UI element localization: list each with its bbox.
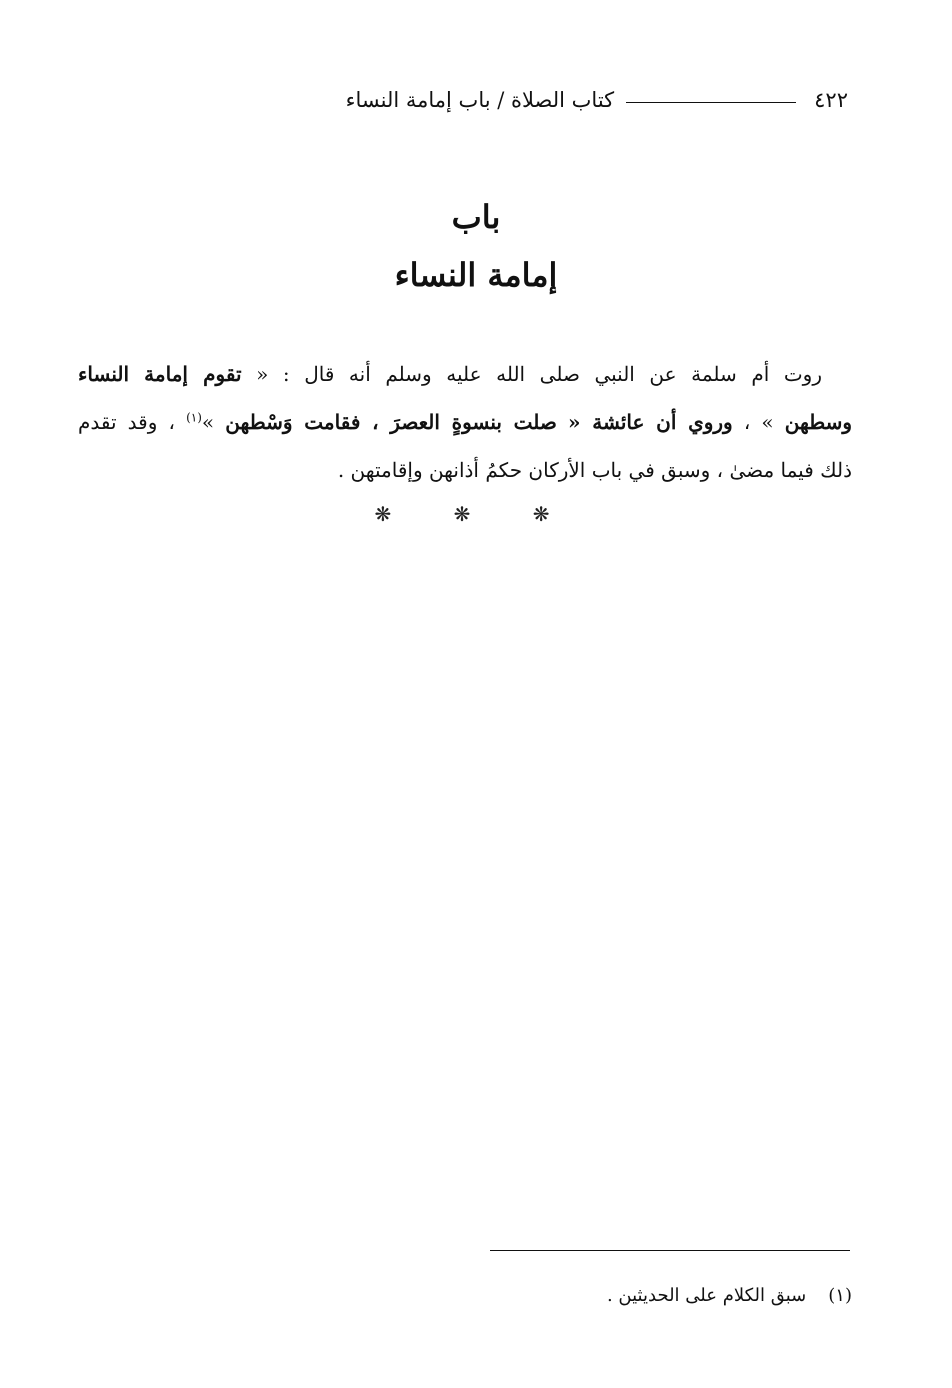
- header-rule: [626, 102, 796, 103]
- body-text-plain: »: [201, 410, 215, 434]
- hadith-quote: تقوم إمامة النساء: [78, 362, 242, 386]
- running-header: [80, 82, 848, 118]
- body-paragraph: [78, 350, 852, 494]
- chapter-heading-line-1: باب: [451, 198, 501, 236]
- chapter-heading-line-2: إمامة النساء: [394, 256, 558, 294]
- page-number: ٤٢٢: [814, 88, 848, 112]
- section-divider-ornament: ❋ ❋ ❋: [374, 502, 578, 526]
- running-title: كتاب الصلاة / باب إمامة النساء: [345, 88, 615, 112]
- body-text-plain: ، وقد تقدم: [78, 410, 187, 434]
- hadith-quote: صلت بنسوةٍ العصرَ ، فقامت وَسْطهن: [225, 410, 557, 434]
- body-line-1: [78, 350, 852, 398]
- body-text-plain: » ،: [732, 410, 774, 434]
- footnote-rule: [490, 1250, 850, 1251]
- hadith-quote: وسطهن: [784, 410, 852, 434]
- footnote-text: سبق الكلام على الحديثين .: [606, 1285, 807, 1306]
- body-text-plain: روت أم سلمة عن النبي صلى الله عليه وسلم أنه قال : «: [256, 362, 822, 386]
- footnote-reference: (١): [186, 410, 202, 425]
- chapter-heading: [0, 188, 952, 304]
- footnote: [300, 1280, 852, 1312]
- body-line-2: [78, 398, 852, 446]
- body-line-3: ذلك فيما مضىٰ ، وسبق في باب الأركان حكمُ أذانهن وإقامتهن .: [337, 458, 852, 482]
- narration-intro: وروي أن عائشة «: [568, 410, 733, 434]
- footnote-mark: (١): [828, 1285, 852, 1306]
